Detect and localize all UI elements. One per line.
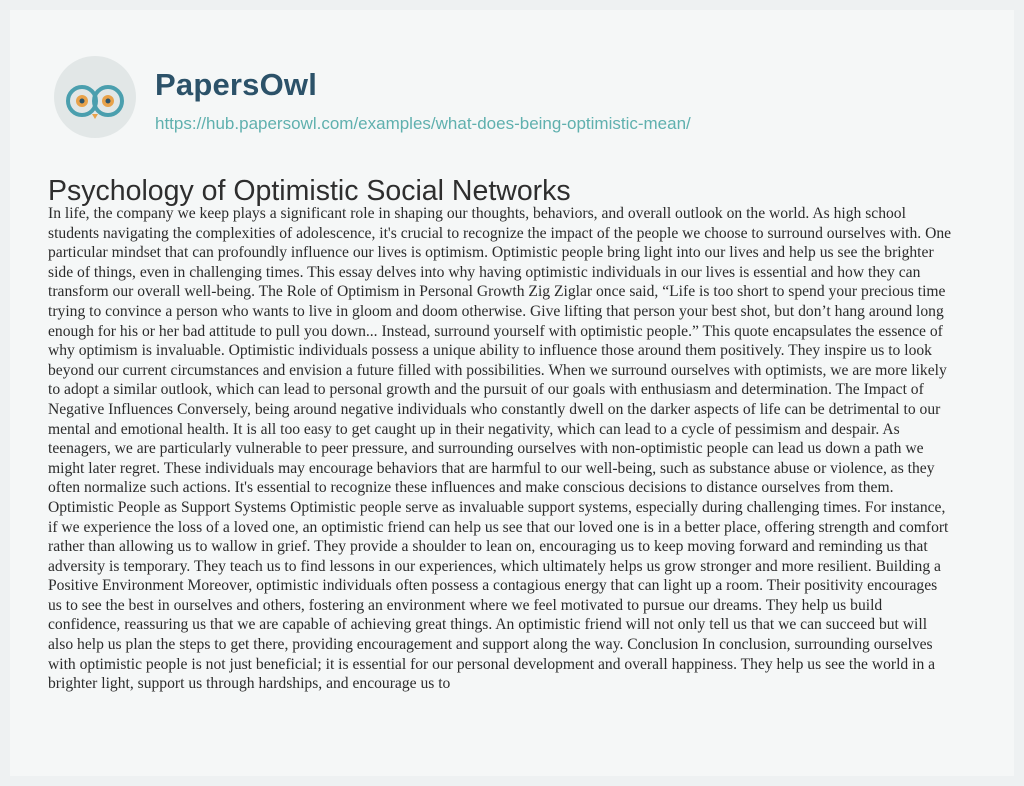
article-line: Positive Environment Moreover, optimistic individuals often possess a contagious energy that can light up a room. Their positivity encourages <box>48 577 938 595</box>
page <box>10 10 1014 776</box>
article-line: often normalize such actions. It's essential to recognize these influences and make conscious decisions to distance ourselves from them. <box>48 479 894 497</box>
article-line: to adopt a similar outlook, which can lead to personal growth and the pursuit of our goals with enthusiasm and determination. The Impact of <box>48 381 924 399</box>
article-body <box>48 204 1003 694</box>
article-line: why optimism is invaluable. Optimistic individuals possess a unique ability to influence those around them positively. They inspire us to look <box>48 342 932 360</box>
article-line: beyond our current circumstances and envision a future filled with possibilities. When we surround ourselves with optimists, we are more likely <box>48 361 947 379</box>
article-line: enough for his or her bad attitude to pull you down... Instead, surround yourself with optimistic people.” This quote encapsulates the essence of <box>48 322 943 340</box>
article-line: confidence, reassuring us that we are capable of achieving great things. An optimistic friend will not only tell us that we can succeed but will <box>48 616 928 634</box>
article-line: brighter light, support us through hardships, and encourage us to <box>48 675 451 693</box>
article-line: rather than allowing us to wallow in grief. They provide a shoulder to lean on, encouraging us to keep moving forward and reminding us that <box>48 538 928 556</box>
article-line: trying to convince a person who wants to live in gloom and doom otherwise. Give lifting that person your best shot, but don’t hang around long <box>48 302 944 320</box>
papersowl-logo[interactable] <box>54 56 136 138</box>
article-line: might later regret. These individuals may encourage behaviors that are harmful to our well-being, such as substance abuse or violence, as they <box>48 459 935 477</box>
source-url[interactable]: https://hub.papersowl.com/examples/what-does-being-optimistic-mean/ <box>155 114 691 133</box>
article-line: mental and emotional health. It is all too easy to get caught up in their negativity, which can lead to a cycle of pessimism and despair. As <box>48 420 900 438</box>
article-line: Optimistic People as Support Systems Optimistic people serve as invaluable support systems, especially during challenging times. For instance, <box>48 498 946 516</box>
page-title: Psychology of Optimistic Social Networks <box>48 175 571 207</box>
article-line: students navigating the complexities of adolescence, it's crucial to recognize the impact of the people we choose to surround ourselves with. One <box>48 224 952 242</box>
article-line: us to see the best in ourselves and others, fostering an environment where we feel motivated to pursue our dreams. They help us build <box>48 596 883 614</box>
article-line: if we experience the loss of a loved one, an optimistic friend can help us see that our loved one is in a better place, offering strength and comfort <box>48 518 949 536</box>
article-line: teenagers, we are particularly vulnerable to peer pressure, and surrounding ourselves with non-optimistic people can lead us down a path we <box>48 440 924 458</box>
article-line: also help us plan the steps to get there, providing encouragement and support along the way. Conclusion In conclusion, surrounding ourselves <box>48 636 933 654</box>
article-line: particular mindset that can profoundly influence our lives is optimism. Optimistic people bring light into our lives and help us see the brighter <box>48 244 934 262</box>
article-line: adversity is temporary. They teach us to find lessons in our experiences, which ultimately helps us grow stronger and more resilient. Building a <box>48 557 941 575</box>
article-line: Negative Influences Conversely, being around negative individuals who constantly dwell on the darker aspects of life can be detrimental to our <box>48 400 941 418</box>
article-line: side of things, even in challenging times. This essay delves into why having optimistic individuals in our lives is essential and how they can <box>48 263 921 281</box>
article-line: In life, the company we keep plays a significant role in shaping our thoughts, behaviors, and overall outlook on the world. As high school <box>48 205 906 222</box>
article-line: transform our overall well-being. The Role of Optimism in Personal Growth Zig Ziglar once said, “Life is too short to spend your precious time <box>48 283 946 301</box>
owl-icon <box>54 56 136 138</box>
article-line: with optimistic people is not just beneficial; it is essential for our personal development and overall happiness. They help us see the world in a <box>48 655 936 673</box>
brand-name[interactable]: PapersOwl <box>155 67 318 102</box>
